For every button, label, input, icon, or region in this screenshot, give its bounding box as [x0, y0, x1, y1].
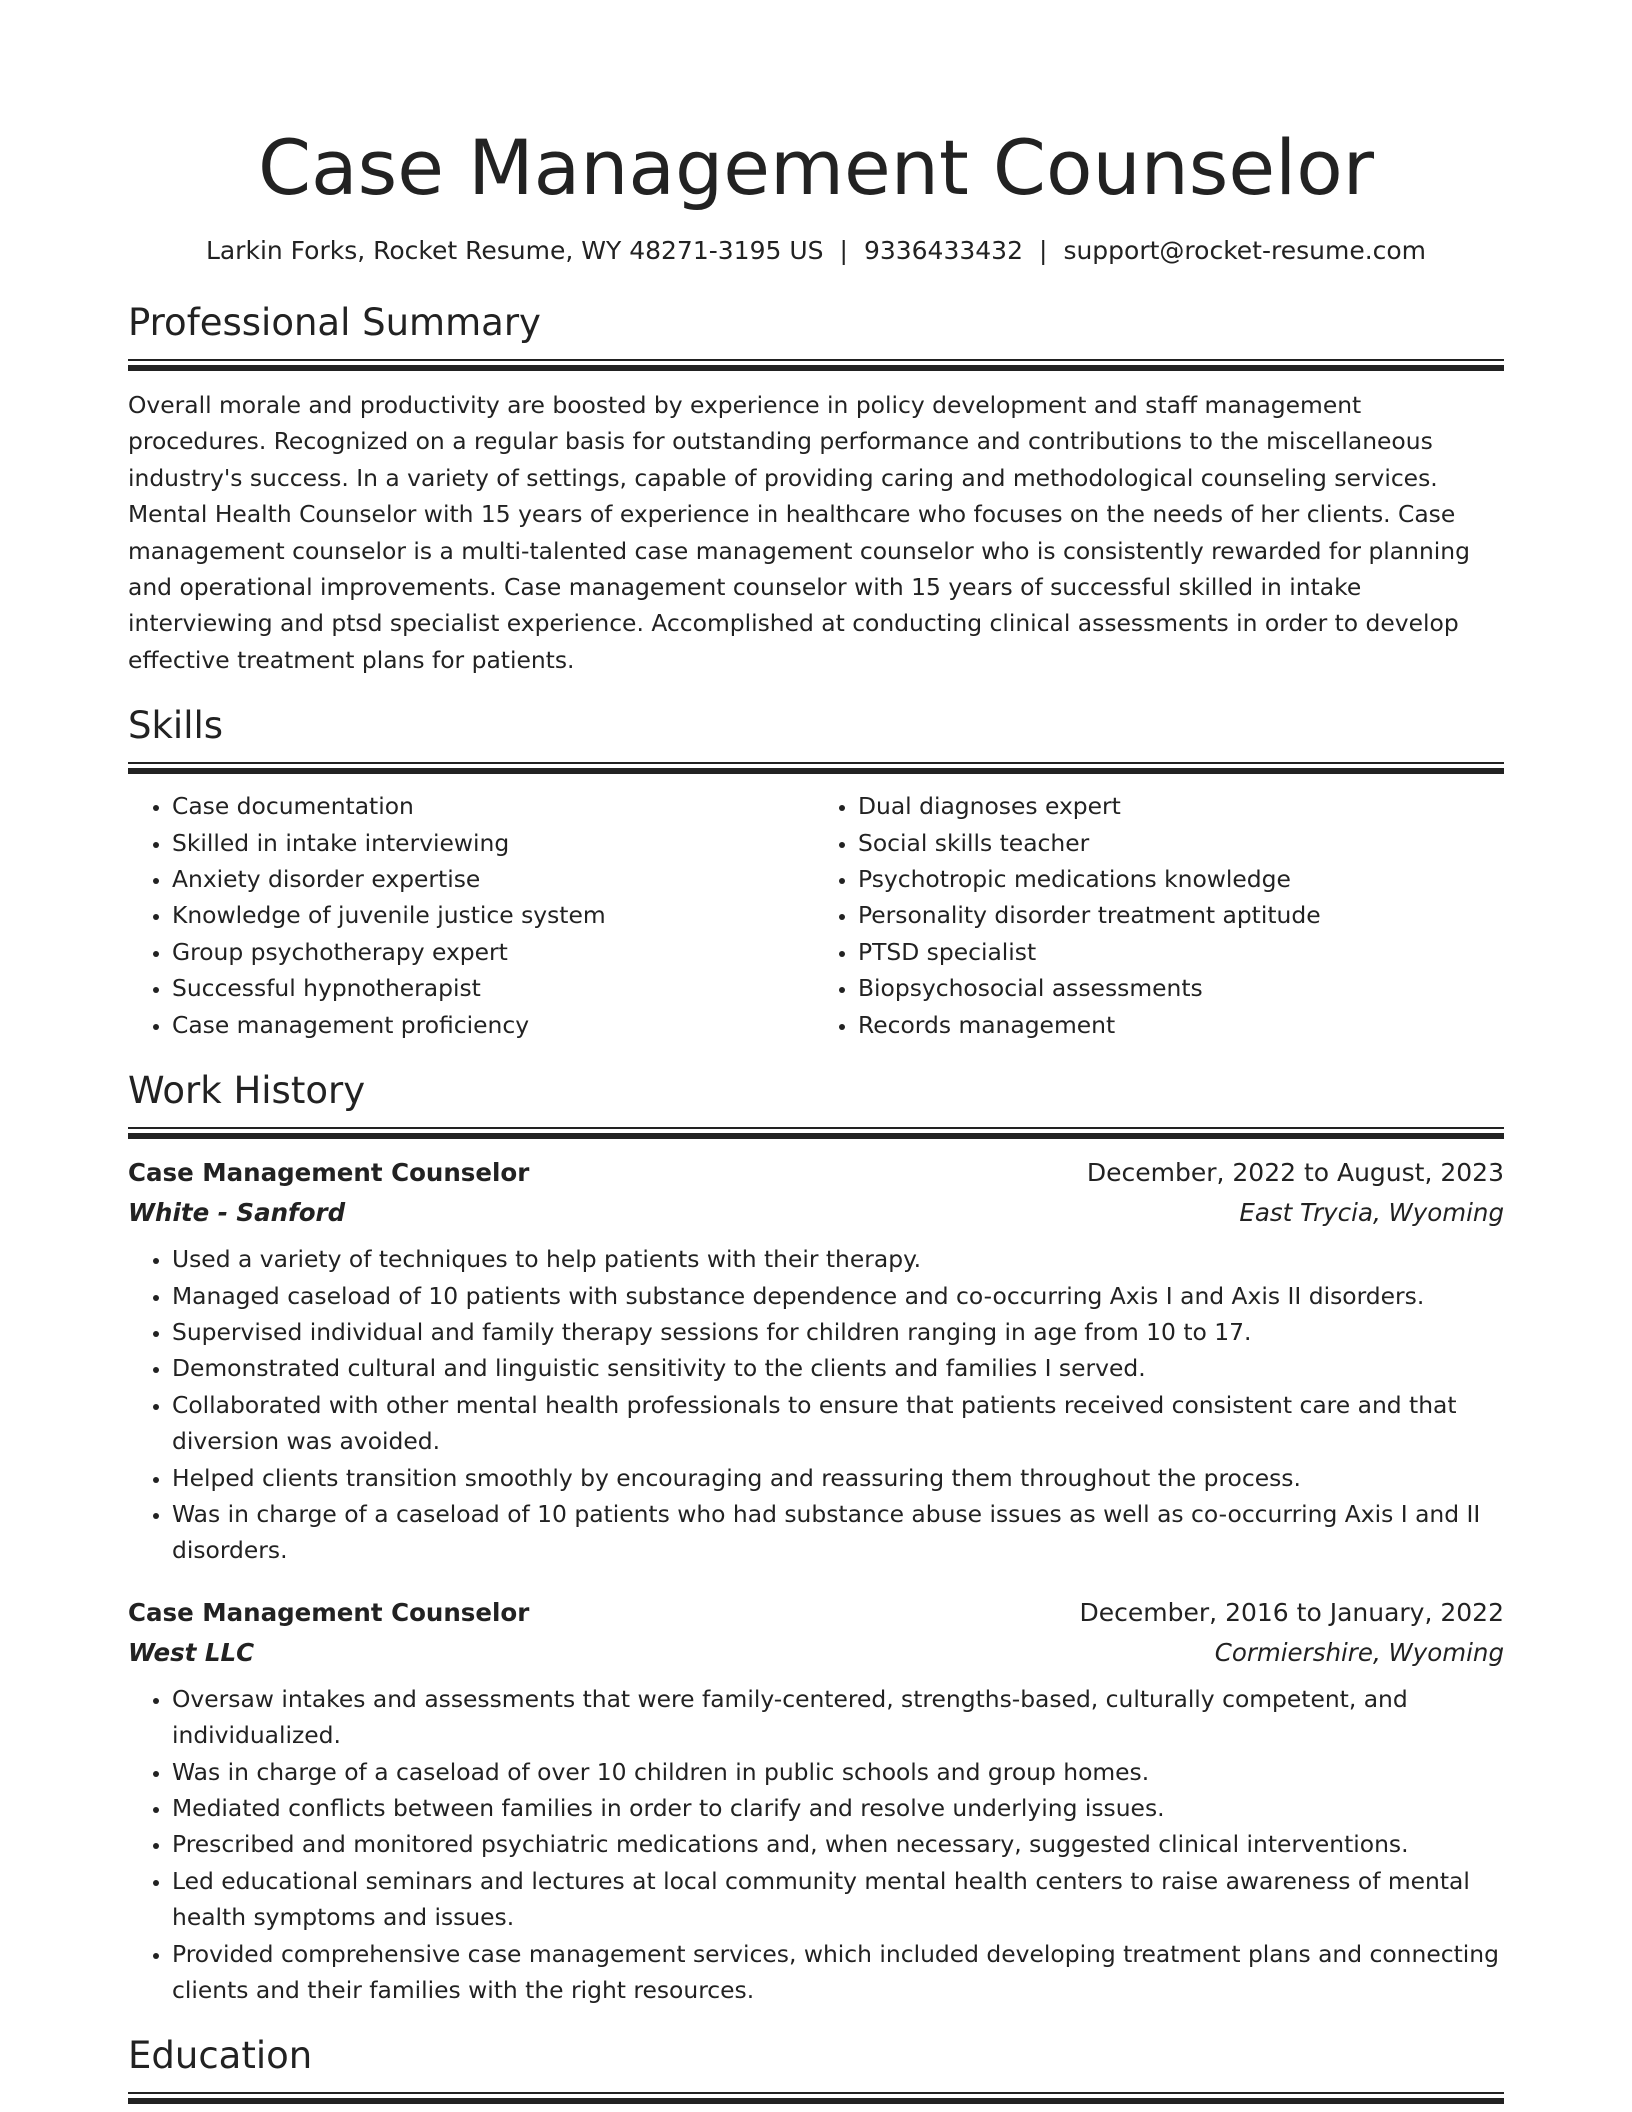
job-title: Case Management Counselor — [128, 1597, 530, 1627]
resume-name: Case Management Counselor — [257, 123, 1375, 212]
section-title-education: Education — [128, 2034, 313, 2078]
skill-item: • Group psychotherapy expert — [172, 934, 807, 970]
contact-phone: 9336433432 — [863, 236, 1023, 265]
job-location: Cormiershire, Wyoming — [1214, 1637, 1504, 1667]
job-company: White - Sanford — [128, 1198, 346, 1228]
skill-item: • Skilled in intake interviewing — [172, 825, 807, 861]
skill-item: • Case management proficiency — [172, 1007, 807, 1043]
contact-separator: | — [839, 236, 848, 265]
job-bullets — [128, 1681, 1504, 2009]
job-subheader — [128, 1193, 1504, 1233]
section-divider — [128, 2092, 1504, 2104]
job-title: Case Management Counselor — [128, 1158, 530, 1188]
contact-email: support@rocket-resume.com — [1063, 236, 1427, 265]
job-location: East Trycia, Wyoming — [1239, 1198, 1504, 1228]
skill-item: • Psychotropic medications knowledge — [858, 861, 1493, 897]
skill-item: • Records management — [858, 1007, 1493, 1043]
job-header — [128, 1593, 1504, 1633]
education-section — [128, 2034, 1504, 2104]
job-subheader — [128, 1633, 1504, 1673]
job-bullet: • Oversaw intakes and assessments that were family-centered, strengths-based, culturally competent, and individualized. — [172, 1681, 1504, 1754]
skill-item: • Biopsychosocial assessments — [858, 970, 1493, 1006]
skills-list-left — [128, 788, 807, 1043]
summary-text: Overall morale and productivity are boosted by experience in policy development and staff management procedures. Recognized on a regular basis for outstanding performance and contributions to the miscellaneous industry's success. In a variety of settings, capable of providing caring and methodological counseling services. Mental Health Counselor with 15 years of experience in healthcare who focuses on the needs of her clients. Case management counselor is a multi-talented case management counselor who is consistently rewarded for planning and operational improvements. Case management counselor with 15 years of successful skilled in intake interviewing and ptsd specialist experience. Accomplished at conducting clinical assessments in order to develop effective treatment plans for patients. — [128, 391, 1470, 674]
job-bullet: • Prescribed and monitored psychiatric medications and, when necessary, suggested clinical interventions. — [172, 1826, 1504, 1862]
section-title-summary: Professional Summary — [128, 301, 541, 344]
skill-item: • Case documentation — [172, 788, 807, 824]
contact-line — [128, 236, 1504, 266]
job-dates: December, 2016 to January, 2022 — [1079, 1597, 1504, 1627]
skill-item: • Dual diagnoses expert — [858, 788, 1493, 824]
job-bullet: • Was in charge of a caseload of over 10 children in public schools and group homes. — [172, 1754, 1504, 1790]
skills-columns — [128, 788, 1504, 1043]
contact-separator: | — [1039, 236, 1048, 265]
job-bullet: • Demonstrated cultural and linguistic sensitivity to the clients and families I served. — [172, 1350, 1504, 1386]
job-header — [128, 1153, 1504, 1193]
job-bullet: • Mediated conflicts between families in order to clarify and resolve underlying issues. — [172, 1790, 1504, 1826]
work-section — [128, 1069, 1504, 2008]
job-bullet: • Led educational seminars and lectures at local community mental health centers to raise awareness of mental health symptoms and issues. — [172, 1863, 1504, 1936]
skill-item: • Knowledge of juvenile justice system — [172, 897, 807, 933]
skill-item: • Personality disorder treatment aptitude — [858, 897, 1493, 933]
skill-item: • PTSD specialist — [858, 934, 1493, 970]
job-bullet: • Used a variety of techniques to help patients with their therapy. — [172, 1241, 1504, 1277]
job-bullet: • Was in charge of a caseload of 10 patients who had substance abuse issues as well as co-occurring Axis I and II disorders. — [172, 1496, 1504, 1569]
job-dates: December, 2022 to August, 2023 — [1086, 1158, 1504, 1188]
resume-page — [128, 0, 1504, 2104]
summary-section — [128, 301, 1504, 678]
skill-item: • Anxiety disorder expertise — [172, 861, 807, 897]
job-bullet: • Provided comprehensive case management services, which included developing treatment plans and connecting clients and their families with the right resources. — [172, 1936, 1504, 2009]
skill-item: • Successful hypnotherapist — [172, 970, 807, 1006]
section-divider — [128, 1127, 1504, 1139]
job-bullets — [128, 1241, 1504, 1569]
contact-address: Larkin Forks, Rocket Resume, WY 48271-3195 US — [205, 236, 824, 265]
job-bullet: • Supervised individual and family therapy sessions for children ranging in age from 10 to 17. — [172, 1314, 1504, 1350]
job-company: West LLC — [128, 1637, 255, 1667]
job-entry — [128, 1593, 1504, 2009]
skills-list-right — [807, 788, 1493, 1043]
section-divider — [128, 359, 1504, 371]
section-divider — [128, 762, 1504, 774]
job-bullet: • Helped clients transition smoothly by encouraging and reassuring them throughout the process. — [172, 1460, 1504, 1496]
section-title-skills: Skills — [128, 704, 224, 748]
job-bullet: • Managed caseload of 10 patients with substance dependence and co-occurring Axis I and Axis II disorders. — [172, 1278, 1504, 1314]
job-entry — [128, 1153, 1504, 1569]
job-bullet: • Collaborated with other mental health professionals to ensure that patients received consistent care and that diversion was avoided. — [172, 1387, 1504, 1460]
skill-item: • Social skills teacher — [858, 825, 1493, 861]
section-title-work: Work History — [128, 1069, 366, 1113]
skills-section — [128, 704, 1504, 1043]
